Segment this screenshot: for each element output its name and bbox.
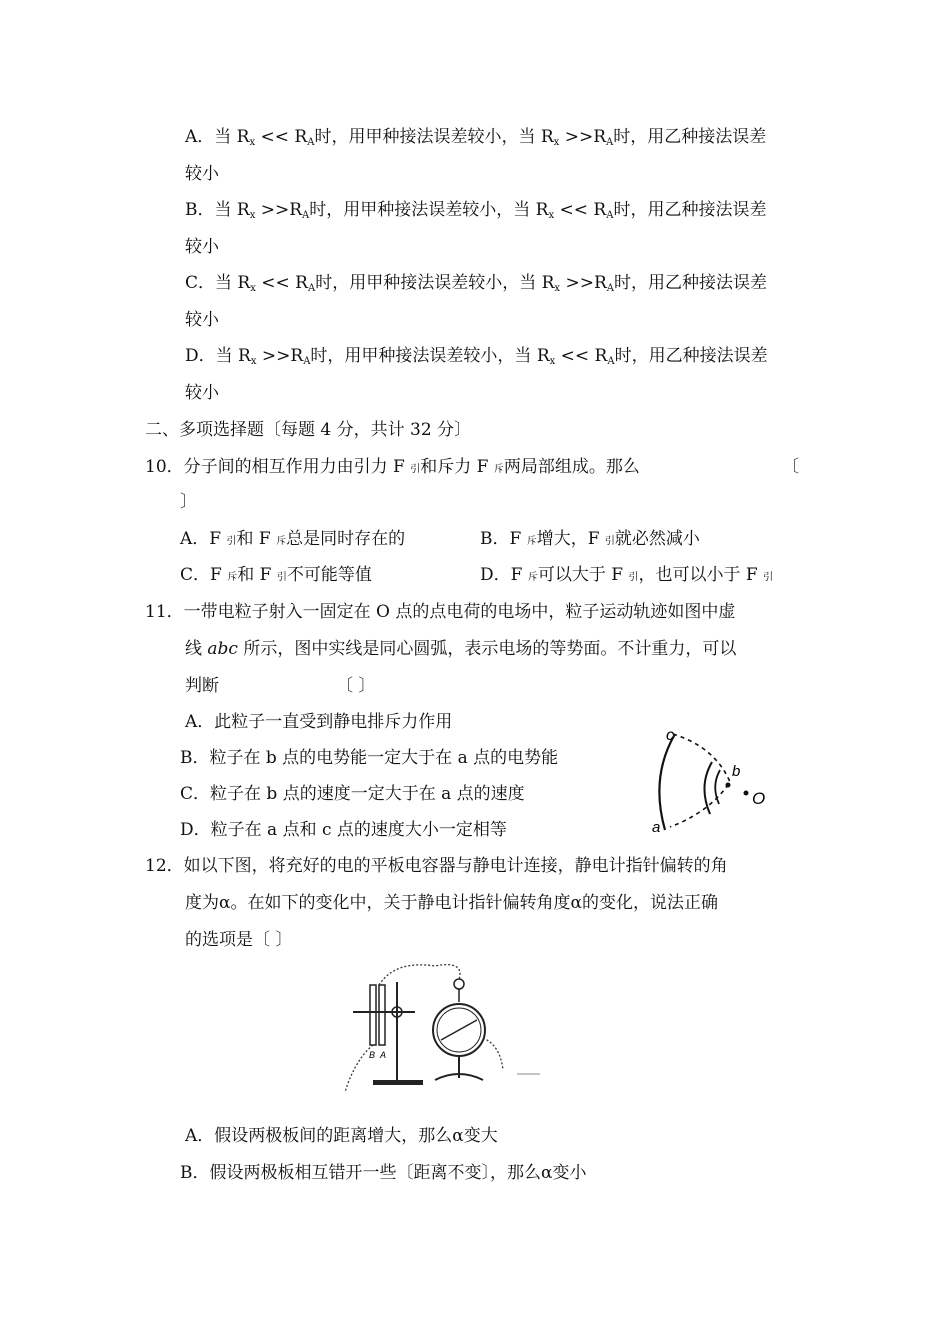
q9-option-a: A．当 $R_x << R_A$时，用甲种接法误差较小，当 $R_x >>R_A$时，用乙种接法误差 [185, 127, 767, 148]
trajectory-abc [670, 734, 730, 827]
q10-bracket-close: 〕 [180, 492, 197, 512]
q9-option-d: D．当 $R_x >>R_A$时，用甲种接法误差较小，当 $R_x << R_A$时，用乙种接法误差 [185, 346, 768, 367]
electrometer-needle [441, 1020, 477, 1040]
q11-stem-line1: 11．一带电粒子射入一固定在 O 点的点电荷的电场中，粒子运动轨迹如图中虚 [145, 602, 736, 622]
stand-base [373, 1080, 423, 1085]
label-a: a [652, 819, 661, 836]
section-heading: 二、多项选择题〔每题 4 分，共计 32 分〕 [145, 420, 472, 440]
q11-field-figure [640, 722, 780, 842]
q9-option-b: B．当 $R_x >>R_A$时，用甲种接法误差较小，当 $R_x << R_A$时，用乙种接法误差 [185, 200, 767, 221]
q11-option-d: D．粒子在 a 点和 c 点的速度大小一定相等 [180, 820, 507, 840]
q11-option-a: A．此粒子一直受到静电排斥力作用 [185, 712, 453, 732]
q9-option-c: C．当 $R_x << R_A$时，用甲种接法误差较小，当 $R_x >>R_A$时，用乙种接法误差 [185, 273, 767, 294]
plate-label-a: A [380, 1050, 387, 1060]
label-b: b [732, 763, 741, 780]
q9-option-b-cont: 较小 [185, 237, 219, 257]
q10-number: 10． [145, 457, 184, 477]
q9-option-d-cont: 较小 [185, 383, 219, 403]
q10-bracket-open: 〔 [782, 457, 799, 477]
q10-option-a: A．F 引和 F 斥总是同时存在的 [180, 529, 406, 549]
q10-option-c: C．F 斥和 F 引不可能等值 [180, 565, 372, 585]
q11-stem-line2: 线 abc 所示，图中实线是同心圆弧，表示电场的等势面。不计重力，可以 [185, 639, 737, 659]
label-c: c [666, 727, 674, 744]
q11-answer-bracket: 〔 〕 [336, 676, 376, 696]
middle-equipotential-arc [704, 762, 712, 814]
ground-wire-right [483, 1038, 503, 1070]
q10-option-d: D．F 斥可以大于 F 引，也可以小于 F 引 [480, 565, 774, 585]
plate-b [370, 985, 376, 1045]
q12-stem-line1: 12．如以下图，将充好的电的平板电容器与静电计连接，静电计指针偏转的角 [145, 856, 728, 876]
q9-option-c-cont: 较小 [185, 310, 219, 330]
q12-option-b: B．假设两极板相互错开一些〔距离不变〕，那么α变小 [180, 1163, 587, 1183]
q11-stem-line3: 判断 [185, 676, 219, 696]
q12-option-a: A．假设两极板间的距离增大，那么α变大 [185, 1126, 498, 1146]
q11-option-c: C．粒子在 b 点的速度一定大于在 a 点的速度 [180, 784, 525, 804]
q12-stem-line3: 的选项是〔 〕 [185, 930, 293, 950]
q12-apparatus-figure [335, 960, 545, 1100]
point-o-dot [744, 791, 749, 796]
q10-stem: 10．分子间的相互作用力由引力 F 引和斥力 F 斥两局部组成。那么 [145, 457, 640, 477]
q12-number: 12． [145, 856, 184, 876]
outer-equipotential-arc [659, 734, 675, 830]
point-b-dot [726, 783, 731, 788]
plate-label-b: B [369, 1050, 376, 1060]
plate-a [379, 985, 385, 1045]
label-o: O [752, 789, 766, 808]
q11-number: 11． [145, 602, 184, 622]
q12-stem-line2: 度为α。在如下的变化中，关于静电计指针偏转角度α的变化，说法正确 [185, 893, 718, 913]
q11-option-b: B．粒子在 b 点的电势能一定大于在 a 点的电势能 [180, 748, 559, 768]
q10-option-b: B．F 斥增大，F 引就必然减小 [480, 529, 700, 549]
connecting-wire [379, 965, 460, 985]
q9-option-a-cont: 较小 [185, 164, 219, 184]
electrometer-knob [454, 979, 464, 989]
